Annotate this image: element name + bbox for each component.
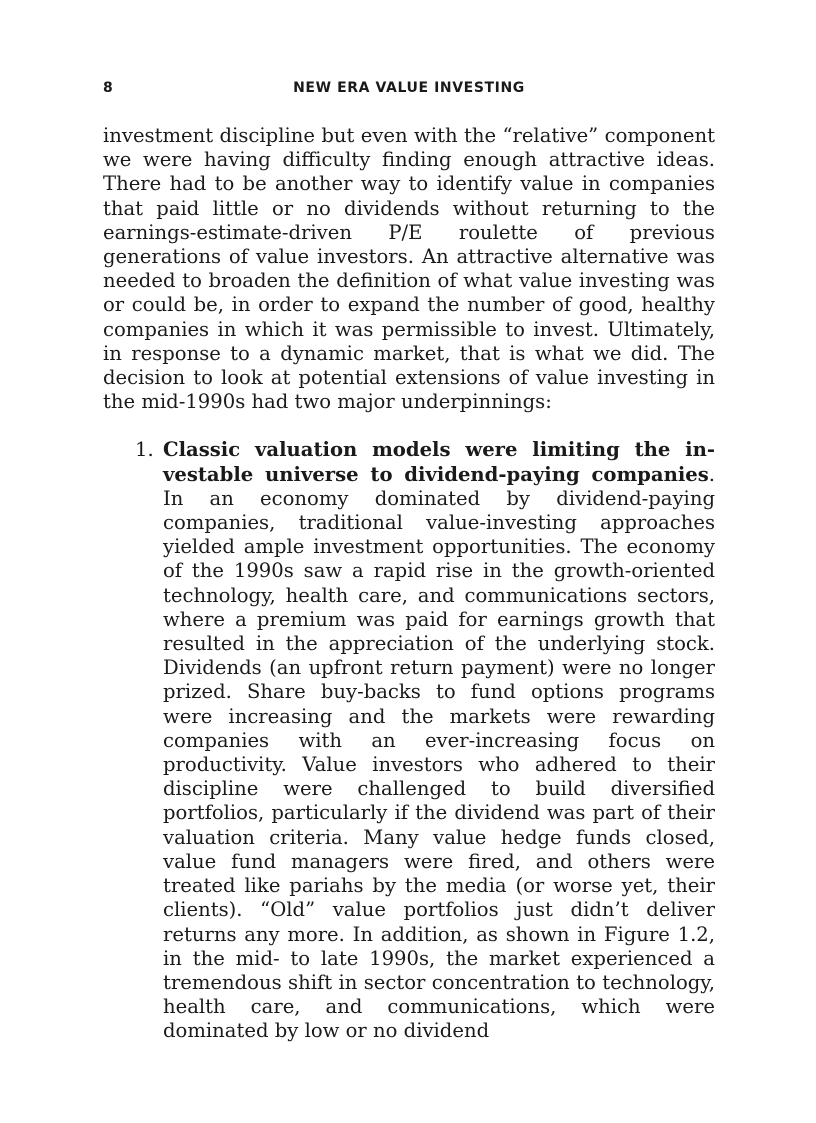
- list-item-number: 1.: [135, 438, 154, 462]
- body-text: [103, 124, 715, 1044]
- running-head: [103, 80, 715, 102]
- page-number: 8: [103, 80, 114, 96]
- list-item-text: . In an economy dominated by dividend-paying companies, traditional value-investing approaches yielded ample investment opportunities. The economy of the 1990s saw a rapid rise in the growth-oriented technology, health care, and communications sectors, where a premium was paid for earnings growth that resulted in the appreciation of the underlying stock. Dividends (an upfront return payment) were no longer prized. Share buy-backs to fund options programs were increasing and the markets were rewarding companies with an ever-increasing focus on productivity. Value investors who adhered to their discipline were challenged to build diversified portfolios, particularly if the dividend was part of their valuation criteria. Many value hedge funds closed, value fund managers were fired, and others were treated like pariahs by the media (or worse yet, their clients). “Old” value portfolios just didn’t deliver returns any more. In addition, as shown in Figure 1.2, in the mid- to late 1990s, the market experienced a tremendous shift in sector concentration to technology, health care, and communications, which were dominated by low or no dividend: [163, 462, 715, 1043]
- body-paragraph: investment discipline but even with the “relative” component we were having difficulty finding enough attractive ideas. There had to be another way to identify value in companies that paid little or no dividends without returning to the earnings-estimate-driven P/E roulette of previous generations of value investors. An attractive alternative was needed to broaden the definition of what value investing was or could be, in order to expand the number of good, healthy companies in which it was permissible to invest. Ultimately, in response to a dynamic market, that is what we did. The decision to look at potential extensions of value investing in the mid-1990s had two major underpinnings:: [103, 124, 715, 414]
- list-item: [103, 438, 715, 1043]
- numbered-list: [103, 438, 715, 1043]
- list-item-lead: Classic valuation models were limiting the investable universe to dividend-paying companies: [163, 438, 715, 486]
- book-title: NEW ERA VALUE INVESTING: [293, 80, 525, 96]
